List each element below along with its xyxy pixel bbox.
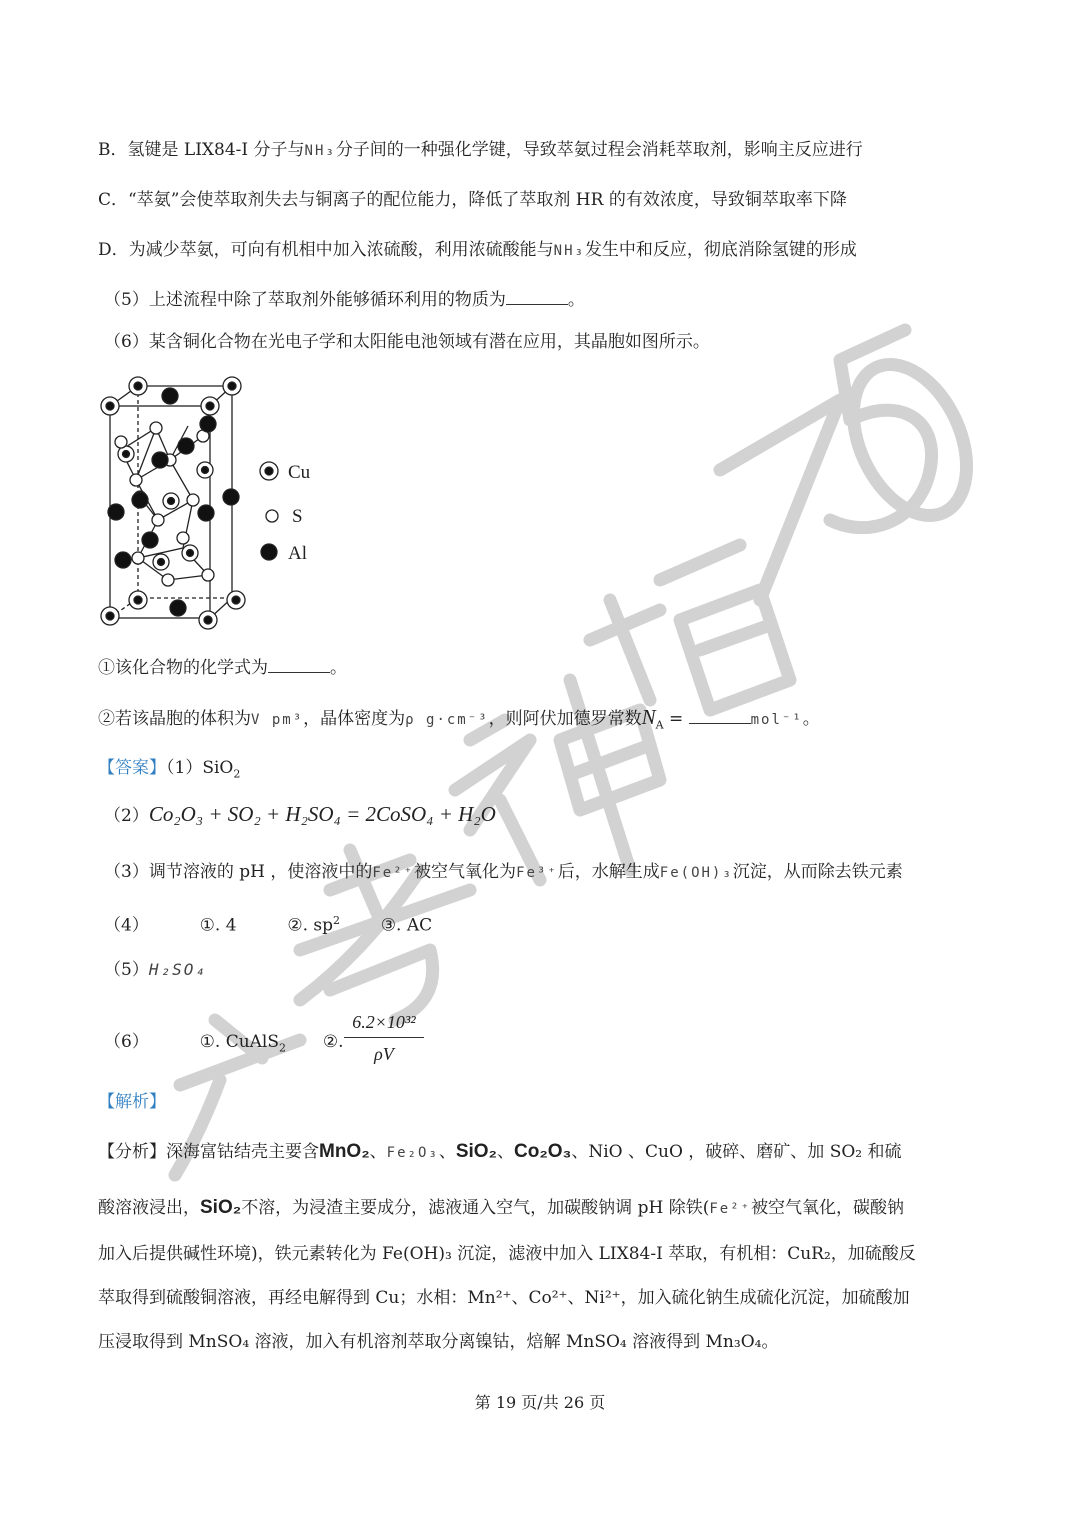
fraction-denominator: ρV bbox=[374, 1044, 394, 1064]
answer-4: （4） ①. 4 ②. $sp^2$ ③. AC bbox=[104, 914, 433, 936]
nh3-formula: NH₃ bbox=[553, 243, 585, 259]
question-5: （5）上述流程中除了萃取剂外能够循环利用的物质为 。 bbox=[104, 290, 585, 310]
option-d-label: D． bbox=[98, 240, 129, 260]
answer-3: （3）调节溶液的 pH ，使溶液中的Fe²⁺被空气氧化为Fe³⁺后，水解生成Fe(OH)₃沉淀，从而除去铁元素 bbox=[104, 862, 903, 882]
analysis-line-1: 【分析】深海富钴结壳主要含MnO₂、Fe₂O₃、SiO₂、Co₂O₃、NiO 、CuO ，破碎、磨矿、加 SO₂ 和硫 bbox=[98, 1141, 902, 1162]
legend-al: Al bbox=[288, 543, 307, 564]
question-6: （6）某含铜化合物在光电子学和太阳能电池领域有潜在应用，其晶胞如图所示。 bbox=[104, 332, 710, 352]
option-b: B．氢键是 LIX84-I 分子与NH₃分子间的一种强化学键，导致萃氨过程会消耗萃取剂，影响主反应进行 bbox=[98, 140, 863, 160]
question-6-1: ①该化合物的化学式为 。 bbox=[98, 658, 347, 678]
answer-tag: 【答案】 bbox=[98, 758, 166, 778]
analysis-line-4: 萃取得到硫酸铜溶液，再经电解得到 Cu；水相：Mn²⁺、Co²⁺、Ni²⁺，加入硫化钠生成硫化沉淀，加硫酸加 bbox=[98, 1288, 910, 1308]
answer-blank bbox=[268, 656, 330, 673]
answer-6: （6） ①. CuAlS$_2$ ②. bbox=[104, 1032, 344, 1055]
nh3-formula: NH₃ bbox=[304, 143, 336, 159]
option-b-label: B． bbox=[98, 140, 128, 160]
answer-blank bbox=[689, 707, 751, 724]
legend-s: S bbox=[292, 506, 303, 527]
answer-blank bbox=[506, 288, 568, 305]
fraction-numerator: 6.2×10³² bbox=[352, 1012, 416, 1032]
answer-2: （2）Co₂O₃ + SO₂ + H₂SO₄ = 2CoSO₄ + H₂O bbox=[104, 802, 496, 826]
option-c-label: C． bbox=[98, 190, 129, 210]
equation: Co₂O₃ + SO₂ + H₂SO₄ = 2CoSO₄ + H₂O bbox=[148, 802, 496, 826]
crystal-cell-diagram bbox=[98, 370, 330, 640]
fraction bbox=[344, 1012, 424, 1065]
option-d: D．为减少萃氨，可向有机相中加入浓硫酸，利用浓硫酸能与NH₃发生中和反应，彻底消除氢键的形成 bbox=[98, 240, 857, 260]
answer-5: （5）H₂SO₄ bbox=[104, 960, 207, 980]
page-footer: 第 19 页/共 26 页 bbox=[474, 1393, 606, 1412]
question-6-2: ②若该晶胞的体积为V pm³，晶体密度为ρ g·cm⁻³，则阿伏加德罗常数$N_A = mol^{-1}$。 bbox=[98, 705, 820, 732]
option-c: C．“萃氨”会使萃取剂失去与铜离子的配位能力，降低了萃取剂 HR 的有效浓度，导致铜萃取率下降 bbox=[98, 190, 847, 210]
analysis-tag: 【解析】 bbox=[98, 1092, 166, 1112]
analysis-line-2: 酸溶液浸出，SiO₂不溶，为浸渣主要成分，滤液通入空气，加碳酸钠调 pH 除铁(Fe²⁺被空气氧化，碳酸钠 bbox=[98, 1197, 905, 1218]
answer-1: 【答案】（1）SiO$_2$ bbox=[98, 758, 241, 781]
analysis-line-3: 加入后提供碱性环境)，铁元素转化为 Fe(OH)₃ 沉淀，滤液中加入 LIX84-I 萃取，有机相：CuR₂，加硫酸反 bbox=[98, 1244, 916, 1264]
analysis-line-5: 压浸取得到 MnSO₄ 溶液，加入有机溶剂萃取分离镍钴，焙解 MnSO₄ 溶液得到 Mn₃O₄。 bbox=[98, 1332, 779, 1352]
legend-cu: Cu bbox=[288, 462, 311, 483]
